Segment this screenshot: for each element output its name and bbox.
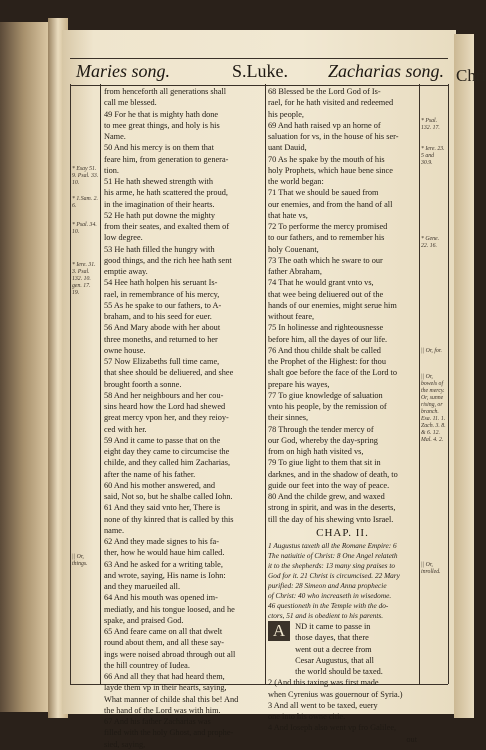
verse-line: sins heard how the Lord had shewed bbox=[104, 402, 226, 411]
header-left: Maries song. bbox=[76, 61, 170, 81]
margin-note: || Or, bowels of the mercy. Or, sunne rising, or branch. Esa. 11. 1. Zach. 3. 8. & 6. 12. Mal. 4. 2. bbox=[421, 374, 446, 443]
margin-note: * 1.Sam. 2. 6. bbox=[72, 196, 98, 209]
verse-line: Cesar Augustus, that all bbox=[295, 655, 374, 665]
verse-line: ther, how he would haue him called. bbox=[104, 548, 225, 558]
summary-line: The natiuitie of Christ: 8 One Angel relateth bbox=[268, 551, 398, 560]
verse-line: and they marueiled all. bbox=[104, 582, 181, 591]
verse-line: 3 And all went to be taxed, euery bbox=[268, 700, 378, 710]
verse-line: low degree. bbox=[104, 233, 143, 243]
verse-line: 56 And Mary abode with her about bbox=[104, 323, 221, 333]
verse-line: ND it came to passe in bbox=[295, 622, 371, 631]
verse-line: in the imagination of their hearts. bbox=[104, 199, 215, 209]
running-header bbox=[70, 58, 448, 86]
verse-line: 63 And he asked for a writing table, bbox=[104, 559, 223, 569]
rule-right bbox=[448, 84, 449, 684]
verse-line: saluation for vs, in the house of his ser- bbox=[268, 132, 399, 141]
verse-line: from on high hath visited vs, bbox=[268, 447, 364, 456]
verse-line: 59 And it came to passe that on the bbox=[104, 435, 221, 445]
verse-line: shalt goe before the face of the Lord to bbox=[268, 368, 398, 378]
margin-note: * Gene. 22. 16. bbox=[421, 236, 440, 249]
verses-2-1-to-4 bbox=[295, 621, 415, 677]
verse-line: and wrote, saying, His name is Iohn: bbox=[104, 570, 226, 580]
verse-line: name. bbox=[104, 525, 125, 535]
verse-line: 72 To performe the mercy promised bbox=[268, 222, 388, 231]
verse-line: 74 That he would grant vnto vs, bbox=[268, 278, 374, 288]
header-center: S.Luke. bbox=[232, 61, 288, 81]
verse-line: none of thy kinred that is called by this bbox=[104, 514, 234, 524]
verse-line: 52 He hath put downe the mighty bbox=[104, 210, 216, 220]
verse-line: hands of our enemies, might serue him bbox=[268, 300, 397, 310]
verse-line: 75 In holinesse and righteousnesse bbox=[268, 323, 384, 333]
verse-line: childe, and they called him Zacharias, bbox=[104, 458, 231, 468]
summary-line: it to the shepherds: 13 many sing praises to bbox=[268, 561, 396, 570]
text-column-right bbox=[268, 86, 417, 744]
chapter-opening bbox=[268, 621, 417, 745]
verse-line: call me blessed. bbox=[104, 98, 157, 108]
verse-line: sied, saying, bbox=[104, 739, 146, 749]
verse-line: mediatly, and his tongue loosed, and he bbox=[104, 604, 235, 614]
verse-line: 66 And all they that had heard them, bbox=[104, 672, 225, 681]
verse-line: 65 And feare came on all that dwelt bbox=[104, 627, 223, 636]
verse-line: 80 And the childe grew, and waxed bbox=[268, 492, 385, 501]
verses-68-80 bbox=[268, 86, 417, 525]
verse-line: 79 To giue light to them that sit in bbox=[268, 458, 381, 468]
verse-line: holy Prophets, which haue bene since bbox=[268, 165, 393, 175]
verse-continuation bbox=[268, 677, 417, 745]
verse-line: Name. bbox=[104, 132, 126, 141]
verse-line: 64 And his mouth was opened im- bbox=[104, 593, 218, 603]
verse-line: the hill countrey of Iudea. bbox=[104, 660, 190, 670]
verse-line: till the day of his shewing vnto Israel. bbox=[268, 514, 394, 524]
margin-note: || Or, inrolled. bbox=[421, 562, 441, 575]
summary-line: purified: 28 Simeon and Anna prophecie bbox=[268, 581, 387, 590]
verse-line: prepare his wayes, bbox=[268, 379, 330, 389]
verse-line: the world began: bbox=[268, 177, 324, 186]
verse-line: went out a decree from bbox=[295, 644, 372, 654]
verse-line: 50 And his mercy is on them that bbox=[104, 143, 214, 153]
verse-line: emptie away. bbox=[104, 267, 148, 276]
margin-note: * Psal. 132. 17. bbox=[421, 118, 440, 131]
next-page-edge bbox=[454, 34, 486, 718]
verse-line: 53 He hath filled the hungry with bbox=[104, 244, 215, 254]
verse-line: 60 And his mother answered, and bbox=[104, 480, 216, 490]
verse-line: before him, all the dayes of our life. bbox=[268, 334, 388, 344]
verse-line: to our fathers, and to remember his bbox=[268, 233, 385, 243]
margin-note: || Or, things. bbox=[72, 554, 88, 567]
summary-line: 46 questioneth in the Temple with the do- bbox=[268, 601, 389, 610]
verse-line: ings were noised abroad through out all bbox=[104, 649, 236, 659]
verse-line: 54 Hee hath holpen his seruant Is- bbox=[104, 278, 218, 288]
verse-line: the Prophet of the Highest: for thou bbox=[268, 357, 386, 366]
verse-line: braham, and to his seed for euer. bbox=[104, 312, 212, 321]
verse-line: when Cyrenius was gouernour of Syria.) bbox=[268, 689, 403, 699]
margin-note: * Psal. 34. 10. bbox=[72, 222, 97, 235]
verse-line: darknes, and in the shadow of death, to bbox=[268, 469, 398, 479]
verse-line: our enemies, and from the hand of all bbox=[268, 199, 393, 209]
verse-line: that wee being deliuered out of the bbox=[268, 289, 384, 299]
verse-line: his arme, he hath scattered the proud, bbox=[104, 188, 228, 198]
verse-line: holy Couenant, bbox=[268, 244, 319, 254]
verse-line: three moneths, and returned to her bbox=[104, 334, 218, 344]
summary-line: ctors, 51 and is obedient to his parents. bbox=[268, 611, 384, 620]
verse-line: out bbox=[406, 734, 417, 744]
summary-line: God for it. 21 Christ is circumcised. 22 Mary bbox=[268, 571, 400, 580]
verse-line: 78 Through the tender mercy of bbox=[268, 424, 374, 434]
verse-line: eight day they came to circumcise the bbox=[104, 447, 230, 456]
verse-line: 76 And thou childe shalt be called bbox=[268, 345, 381, 355]
verse-line: from their seates, and exalted them of bbox=[104, 222, 230, 231]
next-page-header: Chri bbox=[456, 66, 486, 85]
verse-line: to mee great things, and holy is his bbox=[104, 120, 220, 130]
chapter-summary bbox=[268, 541, 417, 621]
rule-left-margin bbox=[100, 84, 101, 684]
verse-line: uant Dauid, bbox=[268, 143, 307, 153]
verse-line: 69 And hath raised vp an horne of bbox=[268, 120, 381, 130]
margin-note: * Esay 51. 9. Psal. 33. 10. bbox=[72, 166, 99, 186]
verse-line: vnto his people, by the remission of bbox=[268, 402, 387, 411]
verse-line: those dayes, that there bbox=[295, 633, 369, 643]
verse-line: 73 The oath which he sware to our bbox=[268, 255, 383, 265]
verse-line: 68 Blessed be the Lord God of Is- bbox=[268, 87, 381, 96]
margin-note: * Iere. 31. 3. Psal. 132. 10. gen. 17. 19. bbox=[72, 262, 96, 296]
verse-line: filled with the holy Ghost, and prophe- bbox=[104, 728, 234, 738]
verse-line: 77 To giue knowledge of saluation bbox=[268, 390, 383, 400]
verse-line: after the name of his father. bbox=[104, 469, 196, 479]
verse-line: that hate vs, bbox=[268, 210, 308, 220]
verse-line: without feare, bbox=[268, 312, 315, 321]
verse-line: 62 And they made signes to his fa- bbox=[104, 537, 219, 546]
verse-line: round about them, and all these say- bbox=[104, 638, 225, 648]
verse-line: 61 And they said vnto her, There is bbox=[104, 503, 221, 513]
header-right: Zacharias song. bbox=[327, 61, 444, 81]
verse-line: 70 As he spake by the mouth of his bbox=[268, 154, 385, 164]
verse-line: the world should be taxed. bbox=[295, 667, 383, 676]
verse-line: 2 (And this taxing was first made bbox=[268, 678, 379, 688]
margin-note: * Iere. 23. 5 and 30.9. bbox=[421, 146, 445, 166]
verse-line: What manner of childe shal this be! And bbox=[104, 694, 239, 704]
verse-line: feare him, from generation to genera- bbox=[104, 154, 229, 164]
verse-line: from henceforth all generations shall bbox=[104, 87, 227, 96]
summary-line: 1 Augustus taxeth all the Romane Empire: 6 bbox=[268, 541, 397, 550]
text-column-left bbox=[104, 86, 262, 749]
verse-line: rael, in remembrance of his mercy, bbox=[104, 289, 220, 299]
verse-line: 55 As he spake to our fathers, to A- bbox=[104, 300, 222, 310]
verse-line: great mercy vpon her, and they reioy- bbox=[104, 413, 229, 423]
margin-note: || Or, for. bbox=[421, 348, 442, 354]
verse-line: 4 And Ioseph also went vp fro Galilee, bbox=[268, 723, 397, 733]
summary-line: of Christ: 40 who increaseth in wisedome. bbox=[268, 591, 392, 600]
rule-left bbox=[70, 84, 71, 684]
verse-line: his people, bbox=[268, 109, 304, 119]
verse-line: tion. bbox=[104, 165, 119, 175]
rule-right-margin bbox=[419, 84, 420, 684]
chapter-heading: CHAP. II. bbox=[316, 526, 369, 539]
verse-line: guide our feet into the way of peace. bbox=[268, 480, 390, 490]
verse-line: the hand of the Lord was with him. bbox=[104, 705, 221, 715]
verse-line: spake, and praised God. bbox=[104, 615, 184, 625]
verse-line: 67 And his father Zacharias was bbox=[104, 717, 211, 726]
verse-line: 58 And her neighbours and her cou- bbox=[104, 390, 224, 400]
verse-line: 71 That we should be saued from bbox=[268, 188, 379, 198]
verse-line: father Abraham, bbox=[268, 267, 322, 276]
rule-center bbox=[265, 84, 266, 684]
verse-line: said, Not so, but he shalbe called Iohn. bbox=[104, 492, 233, 501]
verse-line: layde them vp in their hearts, saying, bbox=[104, 683, 227, 693]
verse-line: that shee should be deliuered, and shee bbox=[104, 368, 234, 378]
drop-cap: A bbox=[268, 621, 290, 641]
verse-line: 49 For he that is mighty hath done bbox=[104, 109, 219, 119]
verse-line: 57 Now Elizabeths full time came, bbox=[104, 357, 220, 366]
verse-line: ced with her. bbox=[104, 424, 147, 434]
verse-line: one into his owne citie. bbox=[268, 712, 346, 721]
verse-line: their sinnes, bbox=[268, 413, 309, 423]
verse-line: strong in spirit, and was in the deserts, bbox=[268, 503, 396, 513]
verse-line: 51 He hath shewed strength with bbox=[104, 177, 213, 186]
verse-line: our God, whereby the day-spring bbox=[268, 435, 378, 445]
verse-line: rael, for he hath visited and redeemed bbox=[268, 98, 394, 108]
verse-line: good things, and the rich hee hath sent bbox=[104, 255, 232, 265]
verse-line: owne house. bbox=[104, 345, 146, 355]
verse-line: brought foorth a sonne. bbox=[104, 379, 182, 389]
